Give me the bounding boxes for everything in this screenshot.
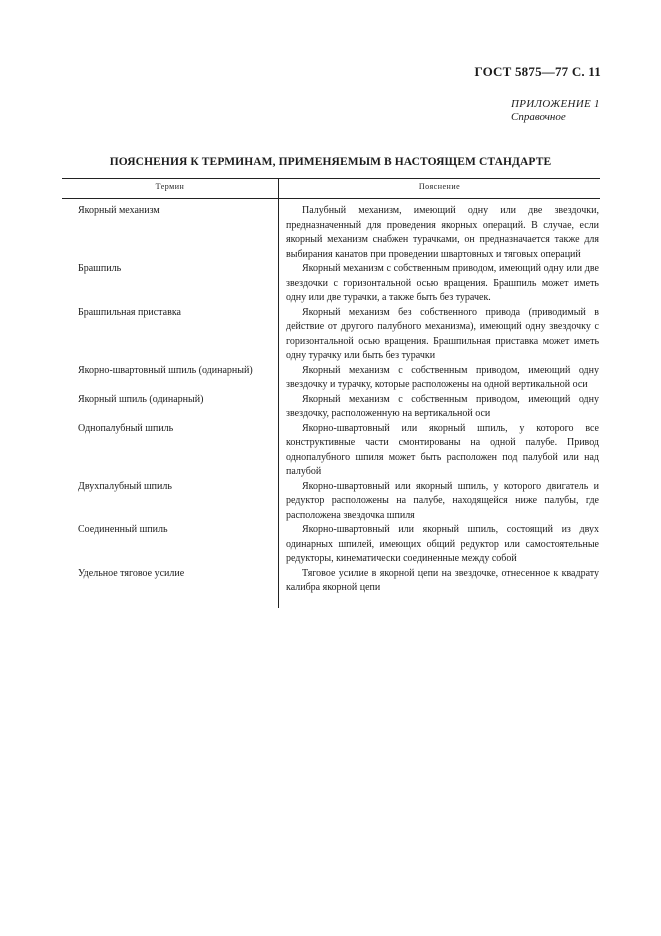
appendix-sublabel: Справочное <box>511 111 566 123</box>
term-cell: Якорный шпиль (одинарный) <box>78 393 204 405</box>
table-row <box>62 306 600 364</box>
table-header-rule <box>62 198 600 199</box>
table-top-rule <box>62 178 600 179</box>
explanation-cell: Якорный механизм с собственным приводом, имеющий одну звездочку, расположенную на вертикальной оси <box>286 393 599 419</box>
terms-table <box>62 178 600 608</box>
table-row <box>62 364 600 393</box>
term-cell: Брашпиль <box>78 263 122 274</box>
term-cell: Двухпалубный шпиль <box>78 480 172 492</box>
appendix-label: ПРИЛОЖЕНИЕ 1 <box>511 98 600 110</box>
header-term: Термин <box>155 182 185 191</box>
term-cell: Брашпильная приставка <box>78 306 181 318</box>
explanation-cell: Якорный механизм с собственным приводом, имеющий одну звездочку и турачку, которые расположены на одной вертикальной оси <box>286 364 599 390</box>
term-cell: Якорный механизм <box>78 205 160 216</box>
table-row <box>62 262 600 306</box>
term-cell: Якорно-швартовный шпиль (одинарный) <box>78 364 253 376</box>
explanation-cell: Якорный механизм без собственного привода (приводимый в действие от другого палубного механизма), имеющий одну звездочку с горизонтальной осью вращения. Брашпильная приставка может иметь одну турачку или быть без турачки <box>286 306 599 361</box>
table-row <box>62 204 600 262</box>
table-row <box>62 393 600 422</box>
explanation-cell: Якорно-швартовный или якорный шпиль, у которого двигатель и редуктор расположены на палубе, находящейся ниже палубы, где расположена звездочка шпиля <box>286 480 599 521</box>
appendix-label-block <box>511 98 600 124</box>
document-title: ПОЯСНЕНИЯ К ТЕРМИНАМ, ПРИМЕНЯЕМЫМ В НАСТОЯЩЕМ СТАНДАРТЕ <box>109 156 552 168</box>
header-explanation: Пояснение <box>418 182 461 191</box>
table-row <box>62 422 600 480</box>
term-cell: Удельное тяговое усилие <box>78 567 185 579</box>
explanation-cell: Палубный механизм, имеющий одну или две звездочки, предназначенный для проведения якорных операций. В случае, если якорный механизм снабжен турачками, он предназначается также для выбирания канатов при проведении швартовных и тяговых операций <box>286 205 599 260</box>
explanation-cell: Тяговое усилие в якорной цепи на звездочке, отнесенное к квадрату калибра якорной цепи <box>286 567 599 593</box>
table-row <box>62 480 600 524</box>
explanation-cell: Якорно-швартовный или якорный шпиль, у которого все конструктивные части смонтированы на одной палубе. Привод однопалубного шпиля может быть расположен под палубой или над палубой <box>286 422 599 477</box>
table-row <box>62 523 600 567</box>
term-cell: Соединенный шпиль <box>78 524 168 535</box>
explanation-cell: Якорный механизм с собственным приводом, имеющий одну или две звездочки с горизонтальной осью вращения. Брашпиль может иметь одну или две турачки, а также быть без турачек. <box>286 263 599 303</box>
explanation-cell: Якорно-швартовный или якорный шпиль, состоящий из двух одинарных шпилей, имеющих общий редуктор или самостоятельные редукторы, кинематически соединенные между собой <box>286 524 599 564</box>
table-row <box>62 567 600 596</box>
page-header: ГОСТ 5875—77 С. 11 <box>474 64 601 79</box>
table-body <box>62 204 600 596</box>
term-cell: Однопалубный шпиль <box>78 422 174 434</box>
